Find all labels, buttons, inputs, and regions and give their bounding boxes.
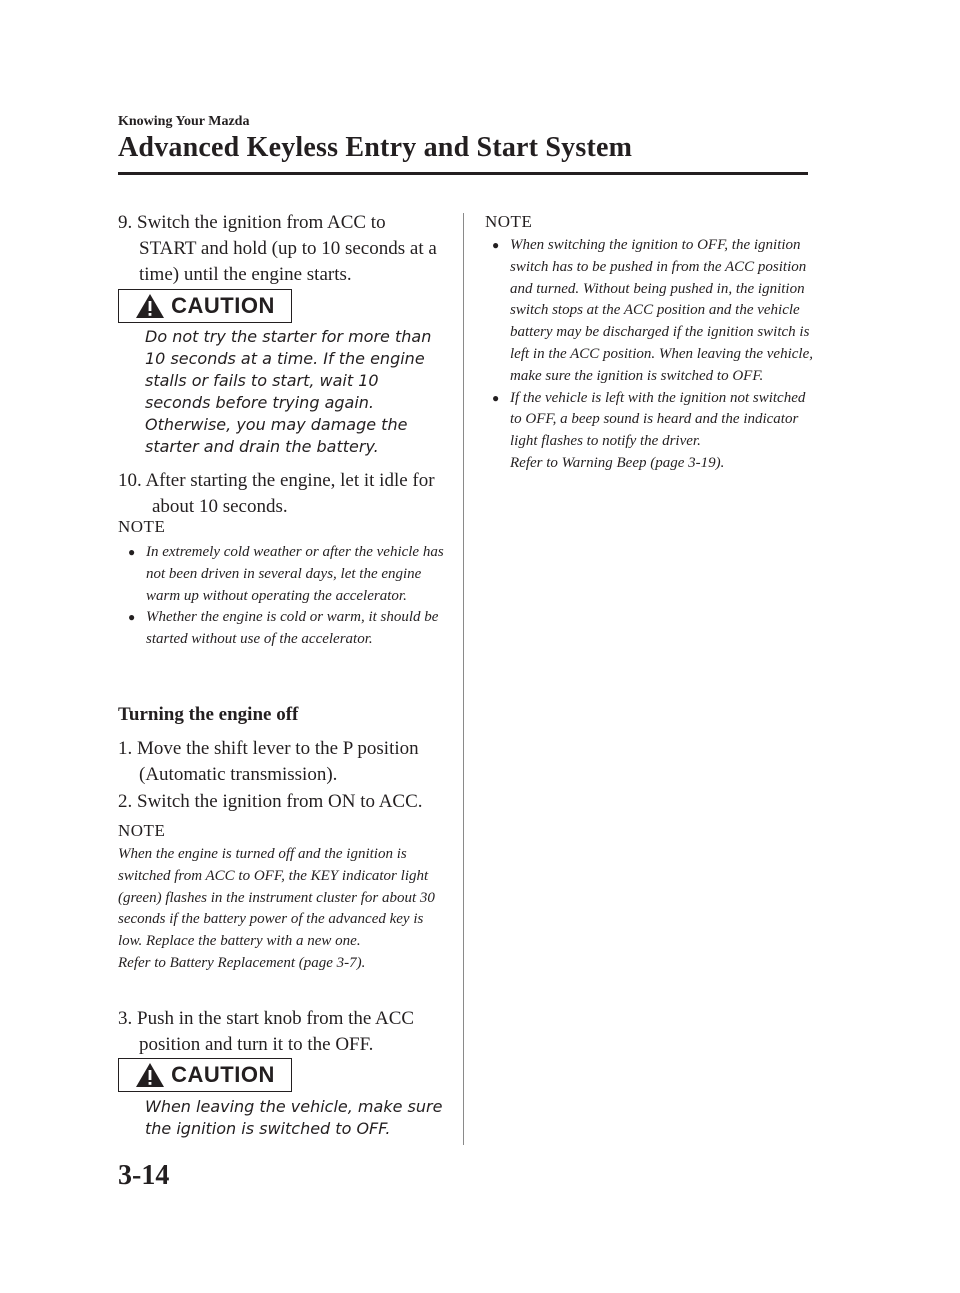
warning-triangle-icon	[135, 1062, 165, 1088]
note-item-text: If the vehicle is left with the ignition not switched to OFF, a beep sound is heard and the indicator light flashes to notify the driver.	[510, 389, 806, 450]
note-item-text: Whether the engine is cold or warm, it should be started without use of the accelerator.	[146, 609, 439, 648]
section-label: Knowing Your Mazda	[118, 114, 250, 129]
bullet-icon: ●	[492, 390, 500, 405]
note-label: NOTE	[118, 821, 166, 840]
step-2-text: 2. Switch the ignition from ON to ACC.	[118, 791, 423, 812]
caution-text: When leaving the vehicle, make sure the ignition is switched to OFF.	[145, 1097, 443, 1138]
note-reference	[492, 453, 814, 475]
step-9	[118, 210, 443, 288]
caution-text: Do not try the starter for more than 10 seconds at a time. If the engine stalls or fails to start, wait 10 seconds before trying again. Otherwise, you may damage the starter and drain the battery.	[145, 327, 432, 456]
note-label: NOTE	[485, 212, 533, 231]
step-10	[118, 468, 443, 520]
note-item	[128, 542, 446, 607]
page-number: 3-14	[118, 1160, 170, 1191]
bullet-icon: ●	[492, 238, 500, 252]
note-list	[492, 235, 814, 475]
caution-label: CAUTION	[171, 293, 275, 318]
note-item	[492, 388, 814, 453]
step-10-text: 10. After starting the engine, let it idle for about 10 seconds.	[118, 470, 435, 517]
step-2	[118, 789, 443, 815]
bullet-icon: ●	[128, 545, 136, 559]
note-reference: Refer to Battery Replacement (page 3-7).	[118, 954, 366, 971]
caution-badge	[118, 1058, 292, 1092]
note-item-text: When switching the ignition to OFF, the ignition switch has to be pushed in from the ACC position and turned. Without being pushed in, the ignition switch stops at the ACC position and the vehicle battery may be discharged if the ignition switch is left in the ACC position. When leaving the vehicle, make sure the ignition is switched to OFF.	[510, 237, 813, 384]
caution-badge	[118, 289, 292, 323]
note-label: NOTE	[118, 517, 166, 536]
caution-label: CAUTION	[171, 1062, 275, 1087]
note-list	[128, 542, 446, 651]
step-3-text: 3. Push in the start knob from the ACC position and turn it to the OFF.	[118, 1008, 415, 1055]
note-reference-text: Refer to Warning Beep (page 3-19).	[510, 454, 725, 471]
warning-triangle-icon	[135, 293, 165, 319]
step-9-text: 9. Switch the ignition from ACC to START and hold (up to 10 seconds at a time) until the engine starts.	[118, 212, 437, 285]
bullet-icon: ●	[128, 610, 136, 625]
step-3	[118, 1006, 443, 1058]
note-paragraph	[118, 844, 443, 975]
subheading: Turning the engine off	[118, 704, 299, 725]
column-divider	[463, 213, 464, 1145]
header-rule	[118, 172, 808, 175]
note-text: When the engine is turned off and the ignition is switched from ACC to OFF, the KEY indicator light (green) flashes in the instrument cluster for about 30 seconds if the battery power of the advanced key is low. Replace the battery with a new one.	[118, 846, 435, 950]
step-1	[118, 736, 443, 788]
note-item-text: In extremely cold weather or after the vehicle has not been driven in several days, let the engine warm up without operating the accelerator.	[146, 544, 444, 604]
note-item	[492, 235, 814, 388]
chapter-title: Advanced Keyless Entry and Start System	[118, 132, 633, 163]
note-item	[128, 607, 446, 651]
step-1-text: 1. Move the shift lever to the P position (Automatic transmission).	[118, 738, 419, 785]
